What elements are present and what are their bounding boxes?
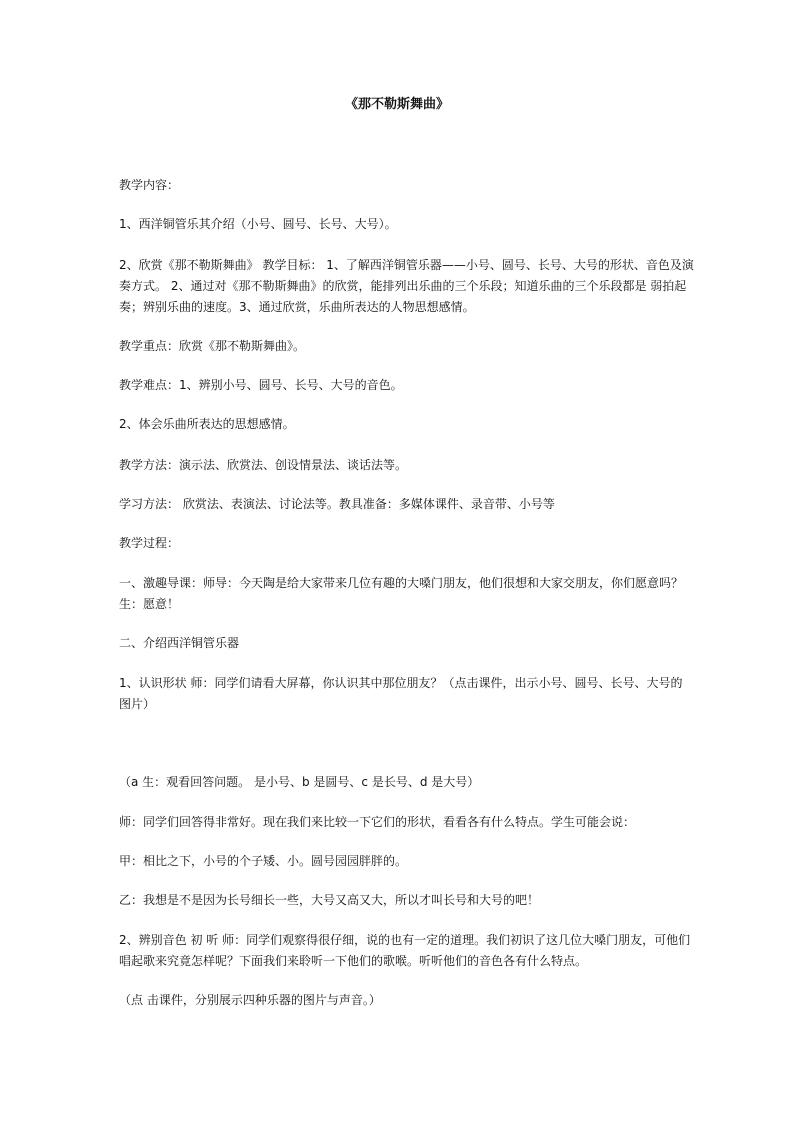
paragraph-lead-in: 一、激趣导课：师导：今天陶是给大家带来几位有趣的大嗓门朋友，他们很想和大家交朋友，你们愿意吗？生：愿意！ <box>119 576 684 611</box>
paragraph-student-b: 乙：我想是不是因为长号细长一些，大号又高又大，所以才叫长号和大号的吧！ <box>119 893 540 907</box>
paragraph-student-a: 甲：相比之下，小号的个子矮、小。圆号园园胖胖的。 <box>119 854 408 868</box>
paragraph-teaching-methods: 教学方法：演示法、欣赏法、创设情景法、谈话法等。 <box>119 458 408 472</box>
paragraph-objectives: 2、欣赏《那不勒斯舞曲》 教学目标： 1、了解西洋铜管乐器——小号、圆号、长号、大号的形状、音色及演奏方式。 2、通过对《那不勒斯舞曲》的欣赏，能排列出乐曲的三个乐段；知道乐曲的三个乐段都是 弱拍起奏；辨别乐曲的速度。3、通过欣赏，乐曲所表达的人物思想感情。 <box>119 258 694 314</box>
paragraph-learning-methods: 学习方法： 欣赏法、表演法、讨论法等。教具准备：多媒体课件、录音带、小号等 <box>119 497 555 511</box>
paragraph-timbre: 2、辨别音色 初 听 师：同学们观察得很仔细，说的也有一定的道理。我们初识了这几位大嗓门朋友，可他们唱起歌来究竟怎样呢？下面我们来聆听一下他们的歌喉。听听他们的音色各有什么特点。 <box>119 933 691 968</box>
paragraph-courseware-note: （点 击课件，分别展示四种乐器的图片与声音。） <box>119 993 381 1007</box>
paragraph-difficulty-2: 2、体会乐曲所表达的思想感情。 <box>119 417 295 431</box>
paragraph-section-two: 二、介绍西洋铜管乐器 <box>119 636 240 650</box>
paragraph-student-answers: （a 生：观看回答问题。 是小号、b 是圆号、c 是长号、d 是大号） <box>119 775 480 789</box>
document-title: 《那不勒斯舞曲》 <box>344 97 449 112</box>
paragraph-teacher-compare: 师：同学们回答得非常好。现在我们来比较一下它们的形状，看看各有什么特点。学生可能会说： <box>119 815 636 829</box>
paragraph-brass-intro: 1、西洋铜管乐其介绍（小号、圆号、长号、大号）。 <box>119 217 397 231</box>
paragraph-process-heading: 教学过程： <box>119 536 180 550</box>
paragraph-key-point: 教学重点：欣赏《那不勒斯舞曲》。 <box>119 339 306 353</box>
paragraph-teaching-content-heading: 教学内容： <box>119 178 180 192</box>
paragraph-difficulty: 教学难点：1、辨别小号、圆号、长号、大号的音色。 <box>119 378 403 392</box>
paragraph-recognize-shapes: 1、认识形状 师：同学们请看大屏幕，你认识其中那位朋友？（点击课件，出示小号、圆号、长号、大号的图片） <box>119 676 683 711</box>
